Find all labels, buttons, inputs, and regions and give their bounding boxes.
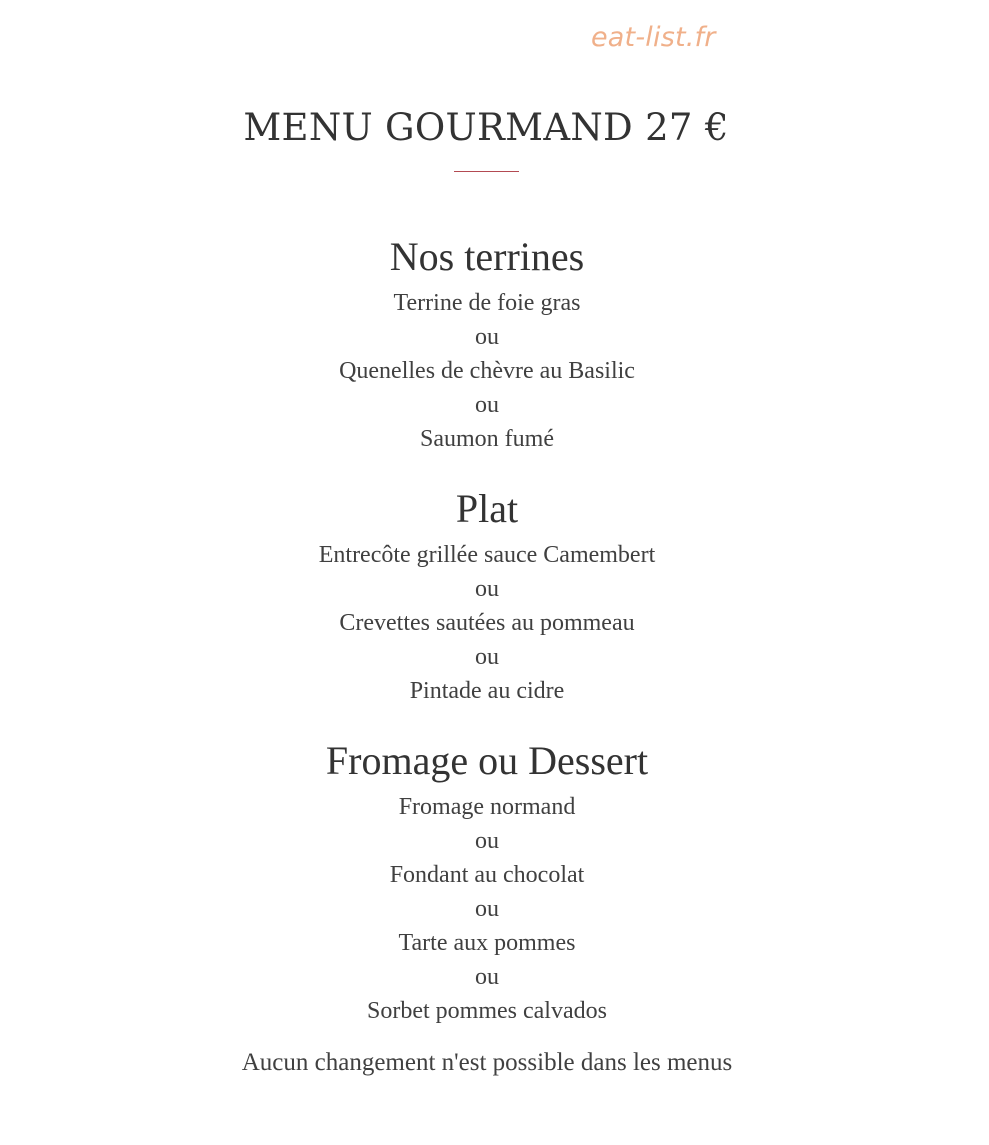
menu-item-separator: ou xyxy=(475,576,499,602)
menu-note: Aucun changement n'est possible dans les menus xyxy=(241,1049,733,1076)
menu-item-separator: ou xyxy=(475,964,499,990)
menu-item: Crevettes sautées au pommeau xyxy=(339,610,635,636)
item-list xyxy=(0,790,974,1028)
menu-item-separator: ou xyxy=(475,644,499,670)
menu-item-separator: ou xyxy=(475,392,499,418)
title-divider xyxy=(454,171,519,172)
section-nos-terrines xyxy=(0,232,974,456)
menu-item: Sorbet pommes calvados xyxy=(367,998,607,1024)
menu-item: Pintade au cidre xyxy=(409,678,565,704)
section-heading: Fromage ou Dessert xyxy=(325,738,649,783)
menu-item: Fromage normand xyxy=(398,794,576,820)
menu-item-separator: ou xyxy=(475,896,499,922)
section-fromage-ou-dessert xyxy=(0,736,974,1028)
menu-item: Quenelles de chèvre au Basilic xyxy=(339,358,635,384)
section-heading: Nos terrines xyxy=(389,234,585,279)
menu-item-separator: ou xyxy=(475,828,499,854)
menu-title: MENU GOURMAND 27 € xyxy=(243,106,729,149)
menu-item: Tarte aux pommes xyxy=(398,930,576,956)
menu-item: Terrine de foie gras xyxy=(393,290,581,316)
menu-item-separator: ou xyxy=(475,324,499,350)
item-list xyxy=(0,286,974,456)
item-list xyxy=(0,538,974,708)
menu-item: Saumon fumé xyxy=(420,426,554,452)
menu-item: Entrecôte grillée sauce Camembert xyxy=(318,542,656,568)
menu-item: Fondant au chocolat xyxy=(389,862,585,888)
section-plat xyxy=(0,484,974,708)
section-heading: Plat xyxy=(455,486,519,531)
watermark-text: eat-list.fr xyxy=(591,22,716,53)
